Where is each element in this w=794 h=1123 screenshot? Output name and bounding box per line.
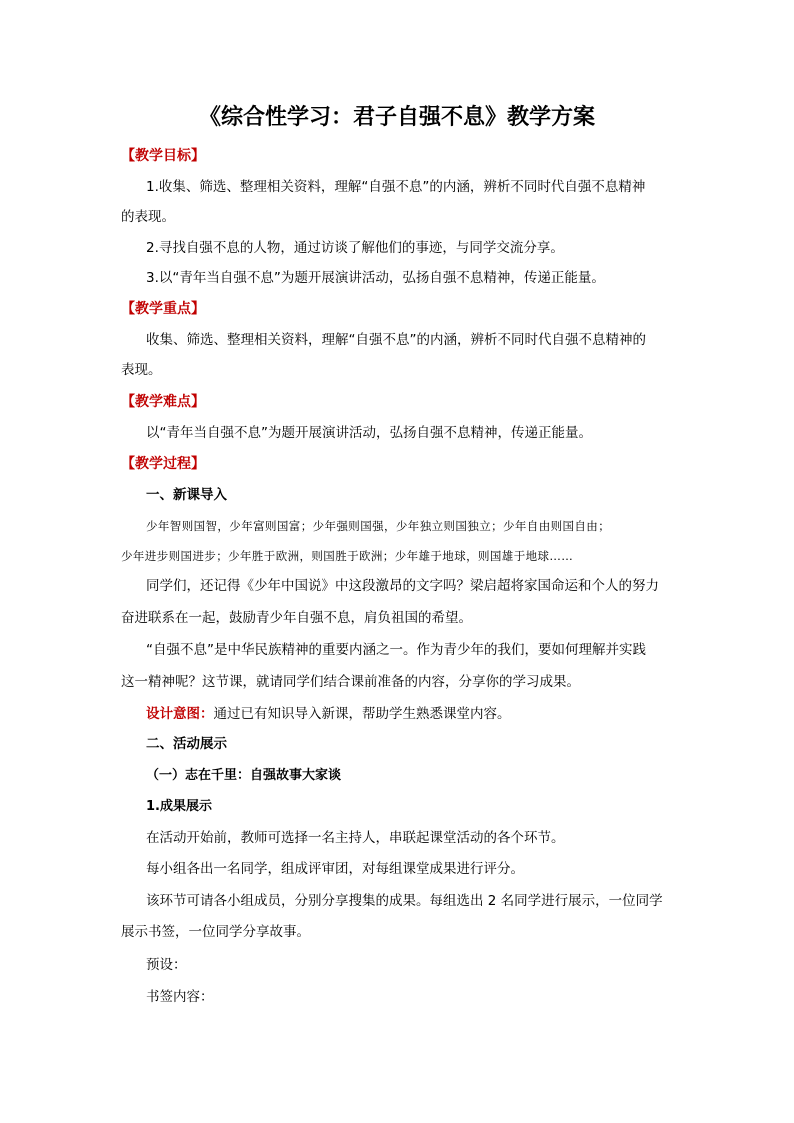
poem-line-2: 少年进步则国进步；少年胜于欧洲，则国胜于欧洲；少年雄于地球，则国雄于地球……: [121, 549, 574, 563]
goal-3: 3.以“青年当自强不息”为题开展演讲活动，弘扬自强不息精神，传递正能量。: [146, 270, 605, 286]
heading-teaching-process: 【教学过程】: [121, 456, 205, 472]
activity-line-2: 每小组各出一名同学，组成评审团，对每组课堂成果进行评分。: [146, 861, 524, 877]
goal-2: 2.寻找自强不息的人物，通过访谈了解他们的事迹，与同学交流分享。: [146, 240, 564, 256]
design-intent-text: 通过已有知识导入新课，帮助学生熟悉课堂内容。: [213, 706, 511, 722]
goal-1-line-1: 1.收集、筛选、整理相关资料，理解“自强不息”的内涵，辨析不同时代自强不息精神: [146, 179, 646, 195]
heading-key-points: 【教学重点】: [121, 301, 205, 317]
design-intent-label: 设计意图：: [146, 706, 214, 722]
key-point-line-2: 表现。: [121, 362, 162, 378]
subsection-1-1-title: 1.成果展示: [146, 799, 212, 814]
document-title: 《综合性学习：君子自强不息》教学方案: [198, 104, 595, 130]
heading-difficulties: 【教学难点】: [121, 394, 205, 410]
intro-2-line-1: “自强不息”是中华民族精神的重要内涵之一。作为青少年的我们，要如何理解并实践: [146, 642, 646, 658]
intro-2-line-2: 这一精神呢？这节课，就请同学们结合课前准备的内容，分享你的学习成果。: [121, 674, 580, 690]
bookmark-content-label: 书签内容：: [146, 989, 214, 1005]
activity-line-1: 在活动开始前，教师可选择一名主持人，串联起课堂活动的各个环节。: [146, 830, 565, 846]
activity-line-3b: 展示书签，一位同学分享故事。: [121, 924, 310, 940]
heading-teaching-goals: 【教学目标】: [121, 148, 205, 164]
poem-line-1: 少年智则国智，少年富则国富；少年强则国强，少年独立则国独立；少年自由则国自由；: [146, 519, 611, 533]
section-1-title: 一、新课导入: [146, 487, 227, 503]
preset-label: 预设：: [146, 957, 187, 973]
section-2-title: 二、活动展示: [146, 736, 227, 752]
goal-1-line-2: 的表现。: [121, 209, 175, 225]
key-point-line-1: 收集、筛选、整理相关资料，理解“自强不息”的内涵，辨析不同时代自强不息精神的: [146, 332, 646, 348]
intro-1-line-2: 奋进联系在一起，鼓励青少年自强不息，肩负祖国的希望。: [121, 610, 472, 626]
difficulty-text: 以“青年当自强不息”为题开展演讲活动，弘扬自强不息精神，传递正能量。: [146, 425, 592, 441]
intro-1-line-1: 同学们，还记得《少年中国说》中这段激昂的文字吗？梁启超将家国命运和个人的努力: [146, 578, 659, 594]
subsection-1-title: （一）志在千里：自强故事大家谈: [146, 768, 342, 783]
activity-line-3a: 该环节可请各小组成员，分别分享搜集的成果。每组选出 2 名同学进行展示，一位同学: [146, 893, 663, 909]
design-intent: [146, 704, 511, 724]
